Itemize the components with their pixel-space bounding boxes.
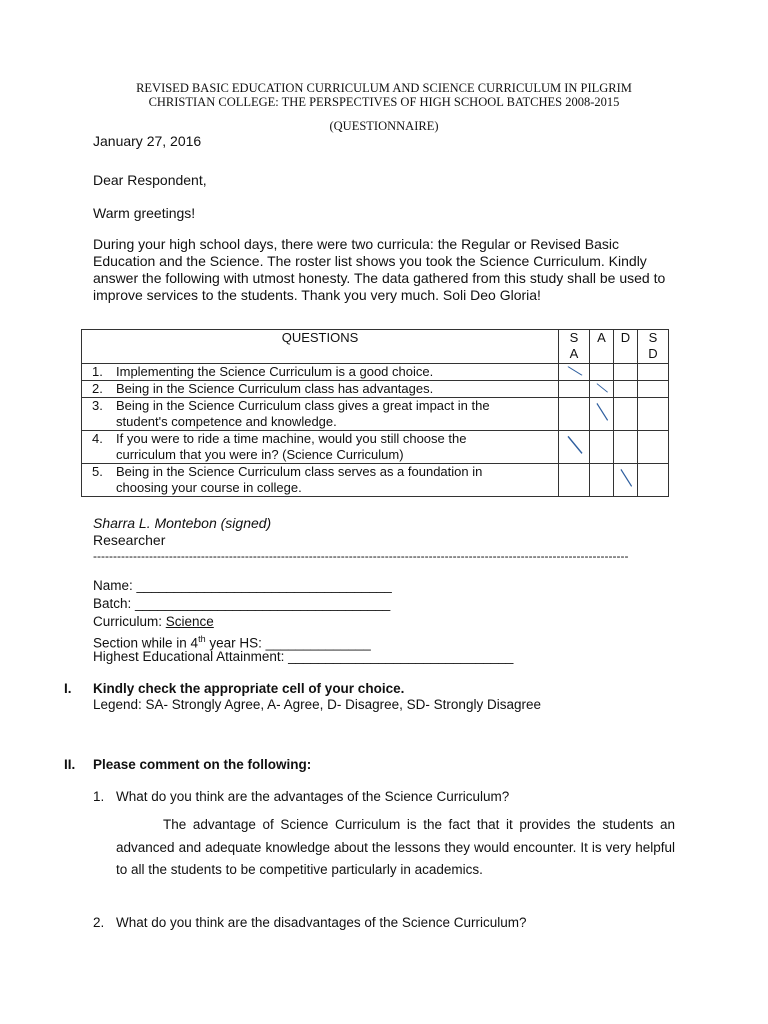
attainment-label: Highest Educational Attainment: [93,649,289,664]
question-1-number: 1. [93,789,105,804]
letter-date: January 27, 2016 [93,133,202,149]
check-mark [614,464,637,496]
part-1-heading [64,681,404,697]
letter-salutation: Dear Respondent, [93,172,207,188]
legend-text: Legend: SA- Strongly Agree, A- Agree, D- Disagree, SD- Strongly Disagree [93,697,541,712]
check-mark-stroke [597,403,608,420]
a-header: A [590,330,614,364]
cell-d[interactable] [614,464,638,497]
name-label: Name: [93,578,137,593]
cell-sd[interactable] [638,364,669,381]
cell-a[interactable] [590,364,614,381]
table-row [82,398,669,431]
table-row [82,381,669,398]
batch-blank[interactable]: __________________________________ [135,596,391,611]
attainment-field[interactable] [93,649,513,665]
part-1-title: Kindly check the appropriate cell of your choice. [93,681,405,696]
check-mark [559,431,589,463]
d-header: D [614,330,638,364]
table-row [82,431,669,464]
question-1-text: What do you think are the advantages of the Science Curriculum? [116,789,510,804]
sa-header [559,330,590,364]
question-2 [93,915,526,931]
question-cell [82,431,559,464]
cell-d[interactable] [614,364,638,381]
name-field[interactable] [93,578,392,594]
cell-sd[interactable] [638,464,669,497]
questions-header: QUESTIONS [82,330,559,364]
document-title-line-2: CHRISTIAN COLLEGE: THE PERSPECTIVES OF HIGH SCHOOL BATCHES 2008-2015 [148,95,620,109]
document-title-line-1: REVISED BASIC EDUCATION CURRICULUM AND SCIENCE CURRICULUM IN PILGRIM [136,81,632,95]
check-mark-stroke [568,436,582,453]
cell-a[interactable] [590,398,614,431]
batch-label: Batch: [93,596,136,611]
survey-table [81,329,669,497]
cell-sa[interactable] [559,364,590,381]
cell-sa[interactable] [559,398,590,431]
cell-sd[interactable] [638,398,669,431]
batch-field[interactable] [93,596,390,612]
cell-sa[interactable] [559,464,590,497]
attainment-blank[interactable]: ______________________________ [288,649,514,664]
section-blank[interactable]: ______________ [265,635,371,651]
cell-sd[interactable] [638,381,669,398]
table-row [82,464,669,497]
question-text: Implementing the Science Curriculum is a good choice. [116,364,434,379]
researcher-role: Researcher [93,532,166,548]
check-mark [559,364,589,380]
table-header-row [82,330,669,364]
part-1-numeral: I. [64,681,72,696]
question-2-text: What do you think are the disadvantages of the Science Curriculum? [116,915,527,930]
cell-a[interactable] [590,431,614,464]
letter-greeting: Warm greetings! [93,205,196,221]
question-2-number: 2. [93,915,105,930]
question-cell [82,398,559,431]
sd-header [638,330,669,364]
section-label-post: year HS: [205,635,266,651]
section-label-sup: th [198,634,206,644]
curriculum-value: Science [165,614,214,629]
question-text: Being in the Science Curriculum class has advantages. [116,381,434,396]
question-number: 3. [92,398,103,413]
letter-body: During your high school days, there were two curricula: the Regular or Revised Basic Education and the Science. The roster list shows you took the Science Curriculum. Kindly answer the following with utmost honesty. The data gathered from this study shall be used to improve services to the students. Thank you very much. Soli Deo Gloria! [93,236,666,303]
question-text: If you were to ride a time machine, would you still choose the curriculum that you were in? (Science Curriculum) [116,431,467,462]
answer-1[interactable]: The advantage of Science Curriculum is the fact that it provides the students an advanced and adequate knowledge about the lessons they would encounter. It is very helpful to all the students to be competitive particularly in academics. [116,817,675,877]
sa-header-s: S [569,330,579,345]
cell-d[interactable] [614,381,638,398]
separator-line: -------------------------------------------------------------------------------------------------------------------------------------- [93,549,629,563]
cell-sa[interactable] [559,431,590,464]
part-2-title: Please comment on the following: [93,757,312,772]
question-text: Being in the Science Curriculum class serves as a foundation in choosing your course in college. [116,464,483,495]
cell-a[interactable] [590,381,614,398]
sd-header-s: S [648,330,658,345]
part-2-heading [64,757,311,773]
question-number: 4. [92,431,103,446]
cell-d[interactable] [614,398,638,431]
researcher-name: Sharra L. Montebon (signed) [93,515,272,531]
check-mark-stroke [568,367,582,376]
part-2-numeral: II. [64,757,76,772]
check-mark-stroke [621,469,632,486]
question-1 [93,789,509,805]
section-label-pre: Section while in 4 [93,635,199,651]
check-mark [590,381,613,397]
cell-sa[interactable] [559,381,590,398]
table-row [82,364,669,381]
sd-header-d: D [648,346,658,361]
question-number: 5. [92,464,103,479]
cell-d[interactable] [614,431,638,464]
document-subtitle: (QUESTIONNAIRE) [329,119,439,133]
question-cell [82,381,559,398]
curriculum-label: Curriculum: [93,614,166,629]
cell-sd[interactable] [638,431,669,464]
name-blank[interactable]: __________________________________ [136,578,392,593]
sa-header-a: A [569,346,579,361]
signature-block [93,515,271,549]
check-mark-stroke [597,384,608,393]
question-number: 1. [92,364,103,379]
question-cell [82,464,559,497]
cell-a[interactable] [590,464,614,497]
question-number: 2. [92,381,103,396]
check-mark [590,398,613,430]
question-text: Being in the Science Curriculum class gives a great impact in the student's competence and knowledge. [116,398,490,429]
question-cell [82,364,559,381]
curriculum-field [93,614,214,630]
